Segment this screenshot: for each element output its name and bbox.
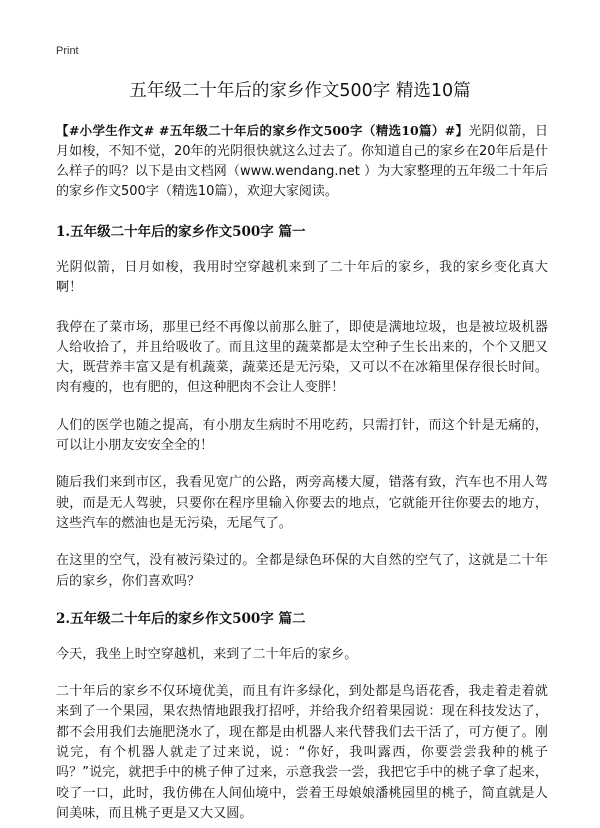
intro-text: 光阴似箭，日月如梭，不知不觉，20年的光阴很快就这么过去了。你知道自己的家乡在20年后是什么样子的吗？以下是由文档网（www.wendang.net ）为大家整理的五年级二十年后的家乡作文500字（精选10篇），欢迎大家阅读。	[56, 124, 548, 199]
article-body	[56, 121, 548, 824]
section-1-paragraph: 在这里的空气，没有被污染过的。全都是绿色环保的大自然的空气了，这就是二十年后的家乡，你们喜欢吗？	[56, 553, 548, 589]
section-2-paragraph: 今天，我坐上时空穿越机，来到了二十年后的家乡。	[56, 646, 358, 662]
section-1-paragraph: 光阴似箭，日月如梭，我用时空穿越机来到了二十年后的家乡，我的家乡变化真大啊！	[56, 260, 548, 296]
section-1-paragraph: 我停在了菜市场，那里已经不再像以前那么脏了，即使是满地垃圾，也是被垃圾机器人给收拾了，并且给吸收了。而且这里的蔬菜都是太空种子生长出来的，个个又肥又大，既营养丰富又是有机蔬菜，蔬菜还是无污染，又可以不在冰箱里保存很长时间。肉有瘦的，也有肥的，但这种肥肉不会让人变胖！	[56, 319, 548, 396]
section-1-paragraph: 随后我们来到市区，我看见宽广的公路，两旁高楼大厦，错落有致，汽车也不用人驾驶，而是无人驾驶，只要你在程序里输入你要去的地点，它就能开往你要去的地方，这些汽车的燃油也是无污染，无尾气了。	[56, 475, 548, 531]
intro-lead: 【#小学生作文# #五年级二十年后的家乡作文500字（精选10篇）#】	[56, 123, 469, 138]
intro-paragraph	[56, 121, 548, 202]
section-1-paragraph: 人们的医学也随之提高，有小朋友生病时不用吃药，只需打针，而这个针是无痛的，可以让小朋友安安全全的！	[56, 417, 548, 454]
section-heading-1: 1.五年级二十年后的家乡作文500字 篇一	[56, 224, 306, 240]
page-title: 五年级二十年后的家乡作文500字 精选10篇	[129, 81, 471, 101]
section-2-paragraph: 二十年后的家乡不仅环境优美，而且有许多绿化，到处都是鸟语花香，我走着走着就来到了一个果园，果农热情地跟我打招呼，并给我介绍着果园说：现在科技发达了，都不会用我们去施肥浇水了，现在都是由机器人来代替我们去干活了，可方便了。刚说完，有个机器人就走了过来说，说：“你好，我叫露西，你要尝尝我种的桃子吗？”说完，就把手中的桃子伸了过来，示意我尝一尝，我把它手中的桃子拿了起来，咬了一口，此时，我仿佛在人间仙境中，尝着王母娘娘潘桃园里的桃子，简直就是人间美味，而且桃子更是又大又圆。	[56, 684, 548, 821]
section-heading-2: 2.五年级二十年后的家乡作文500字 篇二	[56, 610, 306, 627]
print-label[interactable]: Print	[56, 45, 79, 57]
